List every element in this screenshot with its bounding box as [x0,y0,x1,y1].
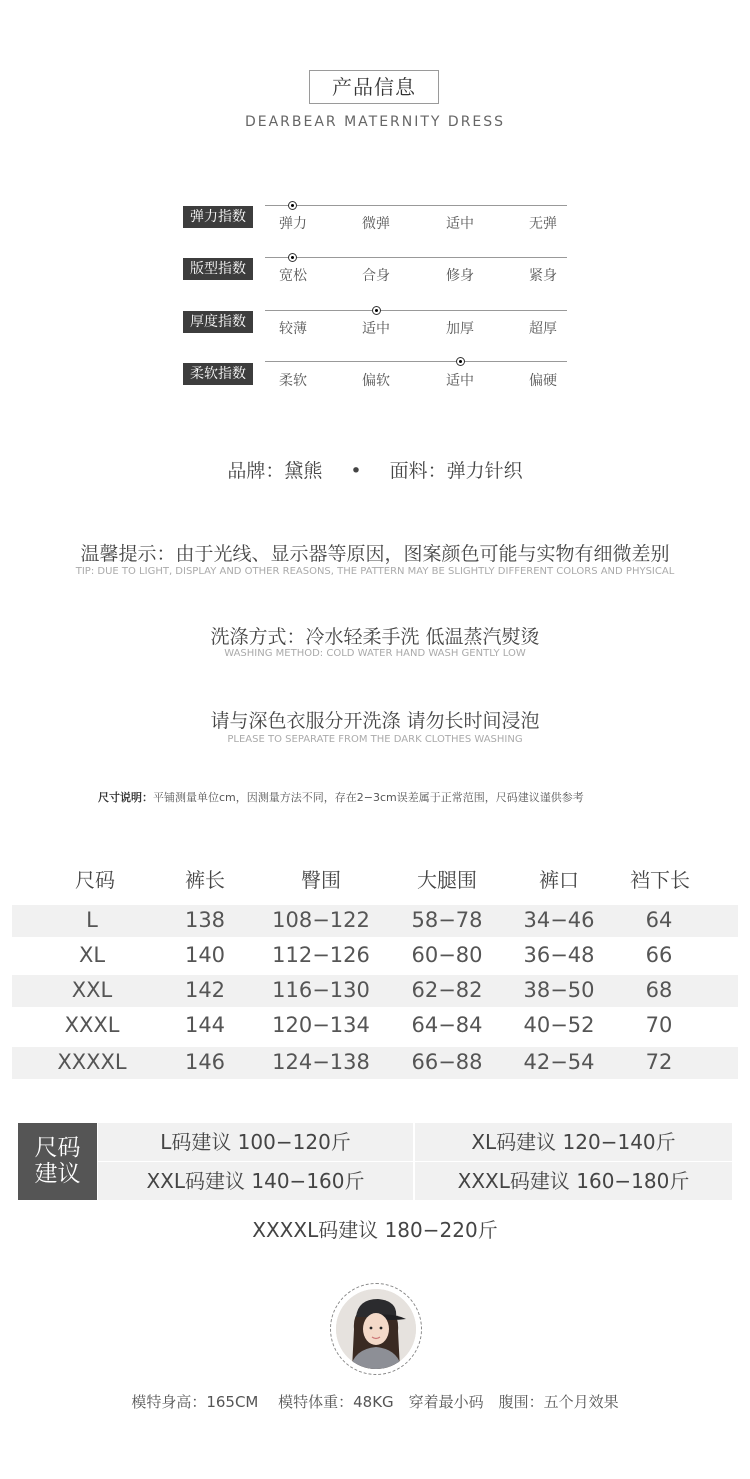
table-header-size: 尺码 [75,868,115,892]
model-photo [336,1289,416,1369]
table-cell: 112−126 [272,943,370,967]
index-marker-dot [288,253,297,262]
index-option: 适中 [362,321,390,337]
page-subtitle: DEARBEAR MATERNITY DRESS [244,114,506,130]
table-cell: 108−122 [272,908,370,932]
washing-cn: 洗涤方式：冷水轻柔手洗 低温蒸汽熨烫 [210,626,540,648]
table-cell: L [86,908,98,932]
index-option: 宽松 [279,268,307,284]
brand-fabric-line [0,456,750,483]
tip-cn: 温馨提示：由于光线、显示器等原因，图案颜色可能与实物有细微差别 [80,543,670,565]
separate-en: PLEASE TO SEPARATE FROM THE DARK CLOTHES WASHING [227,734,523,745]
index-marker-dot [456,357,465,366]
table-cell: 64 [645,908,673,932]
index-label-softness: 柔软指数 [183,363,253,385]
table-cell: 40−52 [523,1013,595,1037]
table-cell: 120−134 [272,1013,370,1037]
table-cell: 38−50 [523,978,595,1002]
index-option: 弹力 [279,216,307,232]
table-cell: XL [78,943,106,967]
table-cell: 60−80 [411,943,483,967]
rec-item-xxxxl: XXXXL码建议 180−220斤 [252,1218,498,1242]
table-cell: 58−78 [411,908,483,932]
fabric-text: 面料：弹力针织 [389,460,523,482]
index-option: 合身 [362,268,390,284]
table-cell: 64−84 [411,1013,483,1037]
index-scale-line [265,257,567,258]
table-cell: 66−88 [411,1050,483,1074]
table-cell: 116−130 [272,978,370,1002]
table-cell: XXL [71,978,113,1002]
table-cell: 66 [645,943,673,967]
index-option: 较薄 [279,321,307,337]
index-option: 柔软 [279,373,307,389]
rec-item-xl: XL码建议 120−140斤 [415,1123,732,1161]
index-option: 加厚 [446,321,474,337]
index-option: 偏硬 [529,373,557,389]
table-cell: 62−82 [411,978,483,1002]
page-title: 产品信息 [309,70,439,104]
table-cell: 144 [184,1013,226,1037]
index-scale-line [265,310,567,311]
rec-item-xxxl: XXXL码建议 160−180斤 [415,1162,732,1200]
table-header-length: 裤长 [185,868,225,892]
index-label-fit: 版型指数 [183,258,253,280]
index-option: 无弹 [529,216,557,232]
brand-text: 品牌：黛熊 [227,460,323,482]
index-option: 紧身 [529,268,557,284]
index-label-thickness: 厚度指数 [183,311,253,333]
separate-cn: 请与深色衣服分开洗涤 请勿长时间浸泡 [210,710,540,732]
rec-item-xxl: XXL码建议 140−160斤 [98,1162,413,1200]
index-label-elasticity: 弹力指数 [183,206,253,228]
size-note-label: 尺寸说明： [98,791,153,804]
index-marker-dot [288,201,297,210]
separator-dot: • [350,460,362,482]
index-option: 适中 [446,216,474,232]
table-cell: 36−48 [523,943,595,967]
rec-item-l: L码建议 100−120斤 [98,1123,413,1161]
model-avatar [330,1283,422,1375]
table-cell: 146 [184,1050,226,1074]
table-header-hip: 臀围 [301,868,341,892]
index-scale-line [265,205,567,206]
table-cell: 142 [184,978,226,1002]
table-cell: 70 [645,1013,673,1037]
table-cell: 42−54 [523,1050,595,1074]
table-cell: 34−46 [523,908,595,932]
rec-label-line1: 尺码 [34,1135,81,1161]
washing-en: WASHING METHOD: COLD WATER HAND WASH GENTLY LOW [224,648,526,659]
table-cell: 138 [184,908,226,932]
size-recommendation-label [18,1123,97,1200]
index-marker-dot [372,306,381,315]
index-option: 微弹 [362,216,390,232]
size-note-text: 平铺测量单位cm，因测量方法不同，存在2−3cm误差属于正常范围，尺码建议谨供参考 [153,791,584,804]
table-cell: XXXL [64,1013,120,1037]
table-header-thigh: 大腿围 [417,868,477,892]
table-cell: 140 [184,943,226,967]
table-header-inseam: 裆下长 [630,868,690,892]
table-cell: 72 [645,1050,673,1074]
index-option: 偏软 [362,373,390,389]
index-scale-line [265,361,567,362]
index-option: 修身 [446,268,474,284]
rec-label-line2: 建议 [34,1161,81,1187]
table-cell: 124−138 [272,1050,370,1074]
table-header-hem: 裤口 [539,868,579,892]
table-cell: XXXXL [57,1050,127,1074]
tip-en: TIP: DUE TO LIGHT, DISPLAY AND OTHER REASONS, THE PATTERN MAY BE SLIGHTLY DIFFERENT COLORS AND PHYSICAL [75,566,675,577]
table-cell: 68 [645,978,673,1002]
size-note [98,789,584,805]
index-option: 超厚 [529,321,557,337]
index-option: 适中 [446,373,474,389]
model-info: 模特身高：165CM 模特体重：48KG 穿着最小码 腹围：五个月效果 [131,1393,619,1411]
